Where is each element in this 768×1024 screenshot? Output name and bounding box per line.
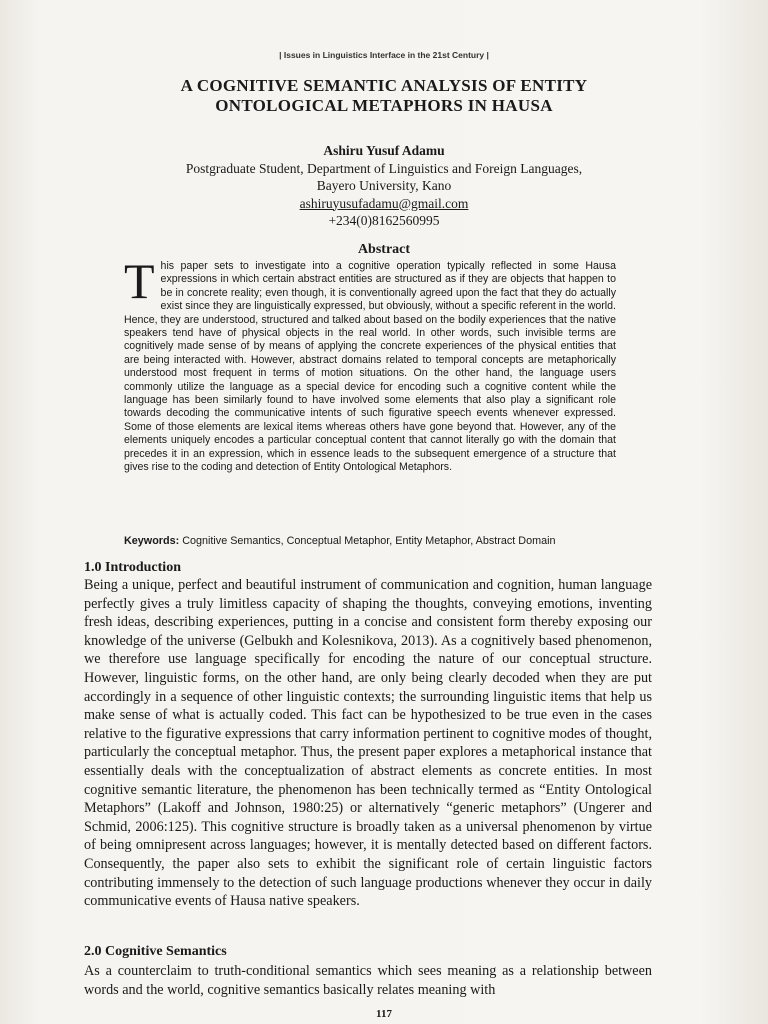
author-email[interactable]: ashiruyusufadamu@gmail.com (299, 195, 469, 211)
cognitive-semantics-text: As a counterclaim to truth-conditional semantics which sees meaning as a relationship between words and the world, cognitive semantics basically relates meaning with (84, 963, 652, 998)
introduction-heading: 1.0 Introduction (84, 560, 181, 575)
keywords (124, 535, 624, 547)
author-name: Ashiru Yusuf Adamu (323, 143, 445, 158)
introduction-text: Being a unique, perfect and beautiful instrument of communication and cognition, human language perfectly gives a truly limitless capacity of shaping the thoughts, conveying emotions, inventing fresh ideas, describing experiences, putting in a concise and consistent form thereby exposing our knowledge of the universe (Gelbukh and Kolesnikova, 2013). As a cognitively based phenomenon, we therefore use language specifically for encoding the nature of our conceptual structure. However, linguistic forms, on the other hand, are only being clearly decoded when they are put accordingly in a sequence of other linguistic contexts; the surrounding linguistic items that help us make sense of what is actually coded. This fact can be hypothesized to be true even in the cases relative to the figurative expressions that carry information pertinent to cognitive modes of thought, particularly the conceptual metaphor. Thus, the present paper explores a metaphorical instance that essentially deals with the conceptualization of abstract elements as concrete entities. In most cognitive semantic literature, the phenomenon has been technically termed as “Entity Ontological Metaphors” (Lakoff and Johnson, 1980:25) or alternatively “generic metaphors” (Ungerer and Schmid, 2006:125). This cognitive structure is broadly taken as a universal phenomenon by virtue of being omnipresent across languages; however, it is mentally detected based on different factors. Consequently, the paper also sets to exhibit the significant role of certain linguistic factors contributing immensely to the detection of such language productions whenever they occur in daily communicative events of Hausa native speakers. (84, 577, 652, 910)
title-line-1: A COGNITIVE SEMANTIC ANALYSIS OF ENTITY (180, 76, 588, 95)
keywords-text: Cognitive Semantics, Conceptual Metaphor, Entity Metaphor, Abstract Domain (182, 535, 556, 547)
abstract-dropcap: T (124, 253, 155, 309)
abstract-heading: Abstract (357, 242, 411, 257)
author-university: Bayero University, Kano (316, 178, 452, 193)
abstract-body (124, 253, 616, 475)
keywords-label: Keywords: (124, 535, 180, 547)
title-line-2: ONTOLOGICAL METAPHORS IN HAUSA (215, 96, 553, 115)
author-affiliation: Postgraduate Student, Department of Linguistics and Foreign Languages, (185, 160, 583, 176)
abstract-text: his paper sets to investigate into a cognitive operation typically reflected in some Hausa expressions in which certain abstract entities are structured as if they are objects that happen to be in concrete reality; even though, it is conventionally agreed upon the fact that they do actually exist since they are linguistically expressed, but obviously, without a specific referent in the world. Hence, they are understood, structured and talked about based on the bodily experiences that the native speakers tend have of physical objects in the real world. In other words, such invisible terms are cognitively made sense of by means of applying the concrete experiences of the physical entities that are being interacted with. However, abstract domains related to temporal concepts are metaphorically understood most frequent in terms of motion situations. On the other hand, the language users commonly utilize the language as a special device for encoding such a cognitive content while the language has been similarly found to have involved some elements that also play a significant role towards decoding the communicative intents of such figurative speech events whenever expressed. Some of those elements are lexical items whereas others have gone beyond that. However, any of the elements uniquely encodes a particular conceptual content that cannot literally go with the domain that precedes it in an expression, which in essence leads to the subsequent emergence of a structure that gives rise to the coding and detection of Entity Ontological Metaphors. (124, 260, 616, 474)
paper-title (100, 76, 668, 116)
author-phone: +234(0)8162560995 (328, 213, 440, 228)
running-head: | Issues in Linguistics Interface in the 21st Century | (279, 50, 489, 60)
page-number: 117 (376, 1008, 392, 1020)
cognitive-semantics-heading: 2.0 Cognitive Semantics (84, 944, 227, 959)
author-block (100, 142, 668, 230)
